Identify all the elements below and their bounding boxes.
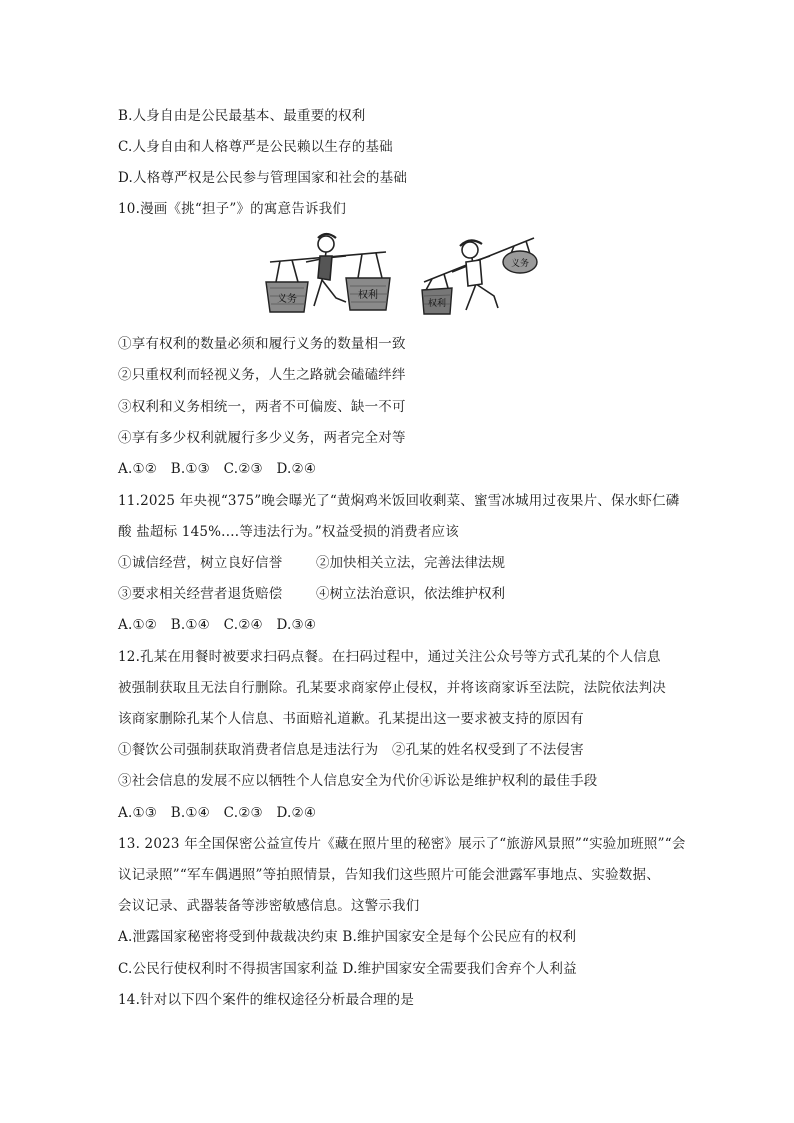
- q12-statements-3-4: ③社会信息的发展不应以牺牲个人信息安全为代价④诉讼是维护权利的最佳手段: [118, 773, 598, 789]
- right-basket-duty: [503, 251, 537, 273]
- q11-statement-4: ④树立法治意识，依法维护权利: [316, 586, 505, 602]
- q12-stem-line3: 该商家删除孔某个人信息、书面赔礼道歉。孔某提出这一要求被支持的原因有: [118, 711, 584, 727]
- left-basket-duty-label: 义务: [277, 294, 297, 305]
- q10-statement-1: ①享有权利的数量必须和履行义务的数量相一致: [118, 336, 406, 352]
- q14-stem: 14.针对以下四个案件的维权途径分析最合理的是: [118, 992, 415, 1008]
- left-basket-right-label: 权利: [358, 290, 378, 301]
- left-basket-right: [346, 278, 390, 310]
- q12-stem-line1: 12.孔某在用餐时被要求扫码点餐。在扫码过程中，通过关注公众号等方式孔某的个人信息: [118, 649, 661, 665]
- left-basket-duty: [266, 282, 308, 312]
- q13-stem-line2: 议记录照”“军车偶遇照”等拍照情景，告知我们这些照片可能会泄露军事地点、实验数据、: [118, 867, 660, 883]
- q10-statement-4: ④享有多少权利就履行多少义务，两者完全对等: [118, 430, 406, 446]
- q13-options-a-b: A.泄露国家秘密将受到仲裁裁决约束 B.维护国家安全是每个公民应有的权利: [118, 929, 577, 945]
- q9-option-c: C.人身自由和人格尊严是公民赖以生存的基础: [118, 139, 393, 155]
- q11-stem-line2: 酸 盐超标 145%.…等违法行为。”权益受损的消费者应该: [118, 524, 459, 540]
- q11-statement-2: ②加快相关立法，完善法律法规: [316, 555, 505, 571]
- q13-stem-line3: 会议记录、武器装备等涉密敏感信息。这警示我们: [118, 898, 420, 914]
- q12-statements-1-2: ①餐饮公司强制获取消费者信息是违法行为 ②孔某的姓名权受到了不法侵害: [118, 742, 584, 758]
- q9-option-b: B.人身自由是公民最基本、最重要的权利: [118, 108, 366, 124]
- q13-stem-line1: 13. 2023 年全国保密公益宣传片《藏在照片里的秘密》展示了“旅游风景照”“实验加班照”“会: [118, 836, 686, 852]
- q9-option-d: D.人格尊严权是公民参与管理国家和社会的基础: [118, 170, 408, 186]
- right-basket-duty-label: 义务: [510, 259, 530, 269]
- q10-statement-3: ③权利和义务相统一，两者不可偏废、缺一不可: [118, 399, 406, 415]
- q12-choices: A.①③ B.①④ C.②③ D.②④: [118, 805, 317, 821]
- q10-choices: A.①② B.①③ C.②③ D.②④: [118, 461, 317, 477]
- q11-stem-line1: 11.2025 年央视“375”晚会曝光了“黄焖鸡米饭回收剩菜、蜜雪冰城用过夜果片、保水虾仁磷: [118, 493, 680, 509]
- q11-statement-1: ①诚信经营，树立良好信誉: [118, 555, 283, 571]
- q11-statement-3: ③要求相关经营者退货赔偿: [118, 586, 283, 602]
- q10-cartoon-illustration: [262, 232, 544, 318]
- right-basket-right-label: 权利: [427, 299, 447, 309]
- q10-statement-2: ②只重权利而轻视义务，人生之路就会磕磕绊绊: [118, 367, 406, 383]
- q10-stem: 10.漫画《挑“担子”》的寓意告诉我们: [118, 201, 347, 217]
- q11-choices: A.①② B.①④ C.②④ D.③④: [118, 617, 317, 633]
- q13-options-c-d: C.公民行使权利时不得损害国家利益 D.维护国家安全需要我们舍弃个人利益: [118, 961, 577, 977]
- right-basket-right: [422, 288, 452, 314]
- q12-stem-line2: 被强制获取且无法自行删除。孔某要求商家停止侵权，并将该商家诉至法院，法院依法判决: [118, 680, 666, 696]
